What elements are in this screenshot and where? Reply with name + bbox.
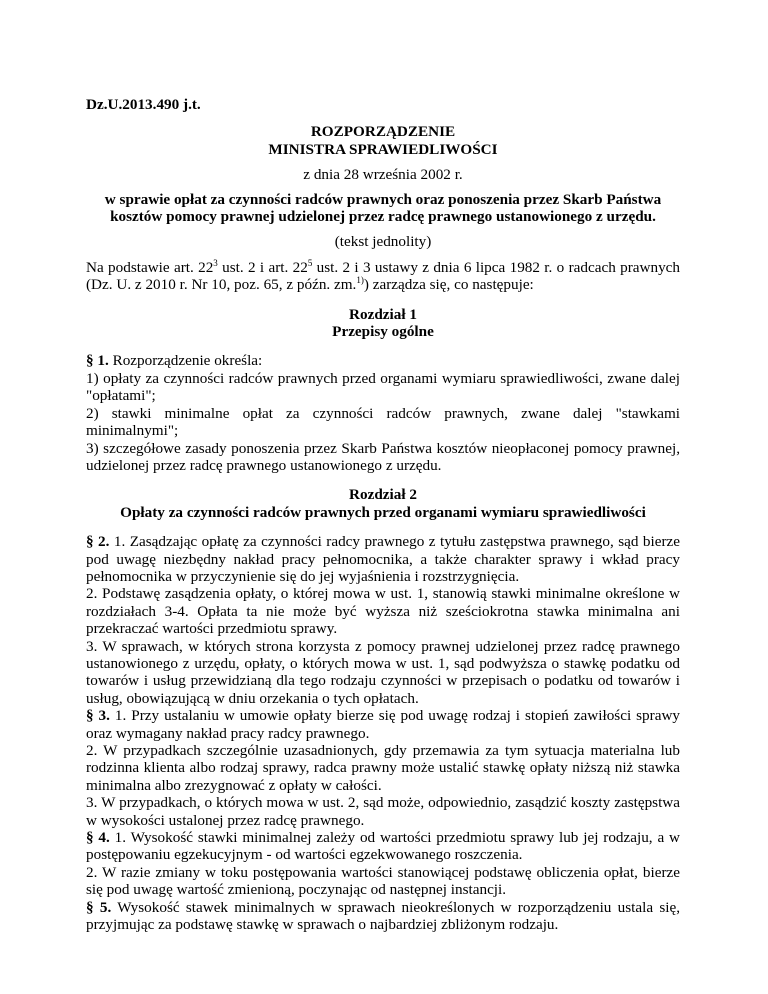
section-5-paragraph-1: Wysokość stawek minimalnych w sprawach nieokreślonych w rozporządzeniu ustala się, przyjmując za podstawę stawkę w sprawach o najbardziej zbliżonym rodzaju. bbox=[86, 898, 680, 934]
chapter-2-title: Opłaty za czynności radców prawnych przed organami wymiaru sprawiedliwości bbox=[120, 503, 646, 521]
basis-superscript-1: 3 bbox=[213, 257, 218, 268]
section-3 bbox=[86, 707, 680, 829]
document-subject: w sprawie opłat za czynności radców prawnych oraz ponoszenia przez Skarb Państwa kosztów pomocy prawnej udzielonej przez radcę prawnego ustanowionego z urzędu. bbox=[104, 190, 662, 226]
chapter-1-number: Rozdział 1 bbox=[349, 305, 417, 323]
section-2-paragraph-2: 2. Podstawę zasądzenia opłaty, o której mowa w ust. 1, stanowią stawki minimalne określone w rozdziałach 3-4. Opłata ta nie może być wyższa niż sześciokrotna stawka minimalna ani przekraczać wartości przedmiotu sprawy. bbox=[86, 585, 680, 638]
chapter-1-title: Przepisy ogólne bbox=[332, 323, 434, 341]
title-line-2: MINISTRA SPRAWIEDLIWOŚCI bbox=[268, 140, 498, 158]
legal-basis bbox=[86, 259, 680, 294]
section-4-heading: § 4. bbox=[86, 829, 110, 847]
basis-text-4: ) zarządza się, co następuje: bbox=[363, 276, 534, 294]
document-date: z dnia 28 września 2002 r. bbox=[303, 166, 463, 184]
basis-text-1: Na podstawie art. 22 bbox=[86, 258, 214, 276]
section-3-paragraph-3: 3. W przypadkach, o których mowa w ust. 2, sąd może, odpowiednio, zasądzić koszty zastępstwa w wysokości ustalonej przez radcę prawnego. bbox=[86, 794, 680, 829]
title-line-1: ROZPORZĄDZENIE bbox=[310, 123, 456, 141]
basis-text-3: ust. 2 i 3 ustawy z dnia 6 lipca 1982 r. o radcach prawnych (Dz. U. z 2010 r. Nr 10, poz. 65, z późn. zm. bbox=[86, 258, 681, 294]
basis-footnote-ref: 1) bbox=[356, 275, 364, 286]
chapter-2-heading bbox=[86, 486, 680, 521]
section-4-paragraph-1: 1. Wysokość stawki minimalnej zależy od wartości przedmiotu sprawy lub jej rodzaju, a w postępowaniu egzekucyjnym - od wartości egzekwowanego roszczenia. bbox=[86, 829, 680, 864]
section-1-heading: § 1. bbox=[86, 352, 109, 370]
section-4 bbox=[86, 829, 680, 899]
section-2-heading: § 2. bbox=[86, 533, 110, 551]
section-1-item: 3) szczegółowe zasady ponoszenia przez Skarb Państwa kosztów nieopłaconej pomocy prawnej, udzielonej przez radcę prawnego ustanowionego z urzędu. bbox=[86, 439, 680, 474]
section-3-heading: § 3. bbox=[86, 707, 110, 725]
section-5 bbox=[86, 899, 680, 934]
document-reference: Dz.U.2013.490 j.t. bbox=[86, 96, 201, 113]
section-1-item: 2) stawki minimalne opłat za czynności radców prawnych, zwane dalej "stawkami minimalnymi"; bbox=[86, 404, 680, 440]
section-3-paragraph-2: 2. W przypadkach szczególnie uzasadnionych, gdy przemawia za tym sytuacja materialna lub rodzinna klienta albo rodzaj sprawy, radca prawny może ustalić stawkę opłaty niższą niż stawka minimalna albo zrezygnować z opłaty w całości. bbox=[86, 742, 680, 794]
consolidated-text-note: (tekst jednolity) bbox=[334, 233, 432, 251]
basis-superscript-2: 5 bbox=[307, 257, 313, 268]
section-1-item: 1) opłaty za czynności radców prawnych przed organami wymiaru sprawiedliwości, zwane dalej "opłatami"; bbox=[86, 369, 680, 405]
section-2 bbox=[86, 533, 680, 707]
section-3-paragraph-1: 1. Przy ustalaniu w umowie opłaty bierze się pod uwagę rodzaj i stopień zawiłości sprawy oraz wymagany nakład pracy radcy prawnego. bbox=[86, 707, 680, 742]
section-2-paragraph-1: 1. Zasądzając opłatę za czynności radcy prawnego z tytułu zastępstwa prawnego, sąd bierze pod uwagę niezbędny nakład pracy pełnomocnika, a także charakter sprawy i wkład pracy pełnomocnika w przyczynienie się do jej wyjaśnienia i rozstrzygnięcia. bbox=[86, 533, 681, 585]
section-4-paragraph-2: 2. W razie zmiany w toku postępowania wartości stanowiącej podstawę obliczenia opłat, bierze się pod uwagę wartość zmienioną, poczynając od następnej instancji. bbox=[86, 863, 680, 899]
section-1 bbox=[86, 352, 680, 474]
chapter-2-number: Rozdział 2 bbox=[349, 486, 417, 504]
section-2-paragraph-3: 3. W sprawach, w których strona korzysta z pomocy prawnej udzielonej przez radcę prawnego ustanowionego z urzędu, opłaty, o których mowa w ust. 1, sąd podwyższa o stawkę podatku od towarów i usług przewidzianą dla tego rodzaju czynności w przepisach o podatku od towarów i usług, obowiązującą w dniu orzekania o tych opłatach. bbox=[86, 637, 680, 707]
document-page bbox=[86, 96, 680, 933]
section-1-intro: Rozporządzenie określa: bbox=[108, 352, 263, 370]
document-title bbox=[86, 123, 680, 158]
basis-text-2: ust. 2 i art. 22 bbox=[217, 258, 308, 276]
chapter-1-heading bbox=[86, 306, 680, 341]
section-5-heading: § 5. bbox=[86, 898, 112, 916]
